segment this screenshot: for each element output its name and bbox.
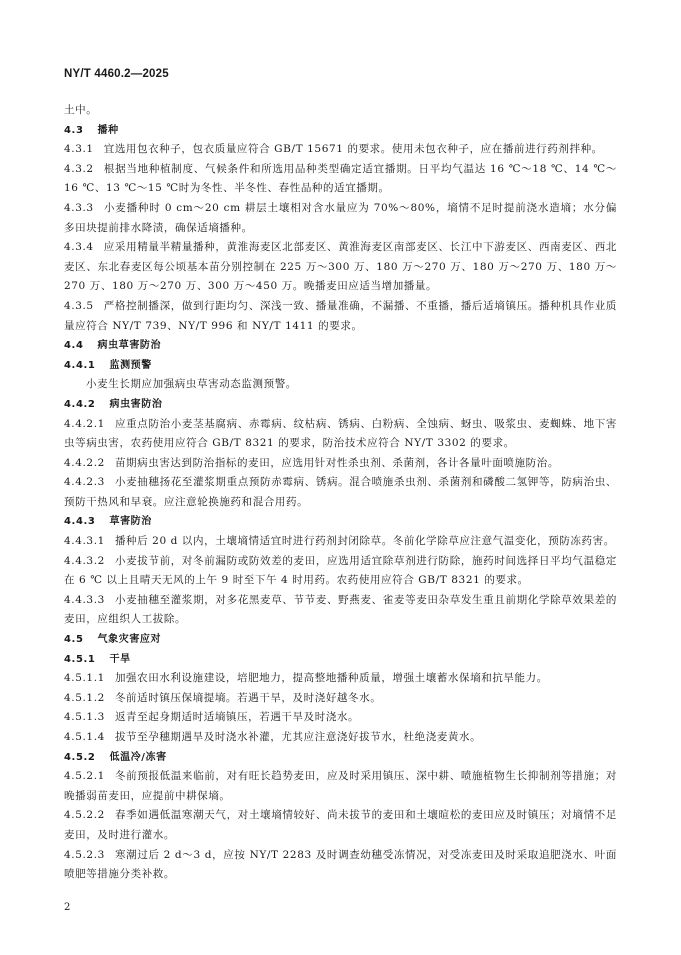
clause-paragraph: 4.5.1.2 冬前适时镇压保墒提墒。若遇干旱，及时浇好越冬水。 (64, 691, 382, 704)
section-heading: 4.4.1 监测预警 (64, 359, 152, 371)
clause-paragraph: 4.3.3 小麦播种时 0 cm～20 cm 耕层土壤相对含水量应为 70%～80%，墒情不足时提前浇水造墒；水分偏多田块提前排水降渍，确保适墒播种。 (64, 201, 617, 234)
section-heading: 4.5 气象灾害应对 (64, 634, 162, 646)
section-heading: 4.4.3 草害防治 (64, 516, 152, 528)
clause-paragraph: 4.4.2.2 苗期病虫害达到防治指标的麦田，应选用针对性杀虫剂、杀菌剂，各计各量叶面喷施防治。 (64, 456, 559, 469)
clause-paragraph: 4.4.2.3 小麦抽穗扬花至灌浆期重点预防赤霉病、锈病。混合喷施杀虫剂、杀菌剂和磷酸二氢钾等，防病治虫、预防干热风和早衰。应注意轮换施药和混合用药。 (64, 476, 617, 508)
clause-paragraph: 4.5.2.3 寒潮过后 2 d～3 d，应按 NY/T 2283 及时调查幼穗受冻情况，对受冻麦田及时采取追肥浇水、叶面喷肥等措施分类补救。 (64, 848, 617, 881)
section-heading: 4.5.2 低温冷/冻害 (64, 751, 167, 763)
clause-paragraph: 4.5.1.4 拔节至孕穗期遇旱及时浇水补灌，尤其应注意浇好拔节水，杜绝浇麦黄水。 (64, 731, 482, 743)
text-line: 土中。 (64, 104, 98, 116)
document-body (64, 101, 617, 885)
clause-paragraph: 4.4.3.2 小麦拔节前，对冬前漏防或防效差的麦田，应选用适宜除草剂进行防除，施药时间选择日平均气温稳定在 6 ℃ 以上且晴天无风的上午 9 时至下午 4 时用药。农药使用应符合 GB/T 8321 的要求。 (64, 554, 617, 587)
clause-paragraph: 4.3.1 宜选用包衣种子，包衣质量应符合 GB/T 15671 的要求。使用未包衣种子，应在播前进行药剂拌种。 (64, 143, 603, 156)
clause-paragraph: 4.3.2 根据当地种植制度、气候条件和所选用品种类型确定适宜播期。日平均气温达 16 ℃～18 ℃、14 ℃～16 ℃、13 ℃～15 ℃时为冬性、半冬性、春性品种的适宜播期。 (64, 162, 617, 195)
clause-paragraph: 4.5.1.3 返青至起身期适时适墒镇压，若遇干旱及时浇水。 (64, 711, 360, 724)
standard-code-header: NY/T 4460.2—2025 (64, 68, 169, 80)
clause-paragraph: 4.5.2.1 冬前预报低温来临前，对有旺长趋势麦田，应及时采用镇压、深中耕、喷施植物生长抑制剂等措施；对晚播弱苗麦田，应提前中耕保墒。 (64, 770, 617, 802)
section-heading: 4.5.1 干旱 (64, 653, 131, 665)
clause-paragraph: 4.4.3.1 播种后 20 d 以内，土壤墒情适宜时进行药剂封闭除草。冬前化学除草应注意气温变化，预防冻药害。 (64, 535, 615, 548)
clause-paragraph: 4.4.2.1 应重点防治小麦茎基腐病、赤霉病、纹枯病、锈病、白粉病、全蚀病、蚜虫、吸浆虫、麦蜘蛛、地下害虫等病虫害，农药使用应符合 GB/T 8321 的要求，防治技术应符合 NY/T 3302 的要求。 (64, 417, 617, 450)
page-number: 2 (64, 902, 71, 913)
clause-paragraph: 4.5.1.1 加强农田水利设施建设，培肥地力，提高整地播种质量，增强土壤蓄水保墒和抗旱能力。 (64, 672, 548, 685)
section-heading: 4.4.2 病虫害防治 (64, 398, 163, 410)
clause-paragraph: 4.3.5 严格控制播深，做到行距均匀、深浅一致、播量准确，不漏播、不重播，播后适墒镇压。播种机具作业质量应符合 NY/T 739、NY/T 996 和 NY/T 1411 的要求。 (64, 299, 617, 332)
clause-paragraph: 4.5.2.2 春季如遇低温寒潮天气，对土壤墒情较好、尚未拔节的麦田和土壤暄松的麦田应及时镇压；对墒情不足麦田，及时进行灌水。 (64, 809, 617, 841)
section-heading: 4.4 病虫草害防治 (64, 340, 162, 352)
clause-paragraph: 4.3.4 应采用精量半精量播种，黄淮海麦区北部麦区、黄淮海麦区南部麦区、长江中下游麦区、西南麦区、西北麦区、东北春麦区每公顷基本苗分别控制在 225 万～300 万、180 万～270 万、180 万～270 万、180 万～270 万、180 万～270 万、300 万～450 万。晚播麦田应适当增加播量。 (64, 241, 617, 293)
section-heading: 4.3 播种 (64, 124, 119, 136)
text-line: 小麦生长期应加强病虫草害动态监测预警。 (86, 378, 297, 391)
clause-paragraph: 4.4.3.3 小麦抽穗至灌浆期，对多花黑麦草、节节麦、野燕麦、雀麦等麦田杂草发生重且前期化学除草效果差的麦田，应组织人工拔除。 (64, 593, 617, 626)
